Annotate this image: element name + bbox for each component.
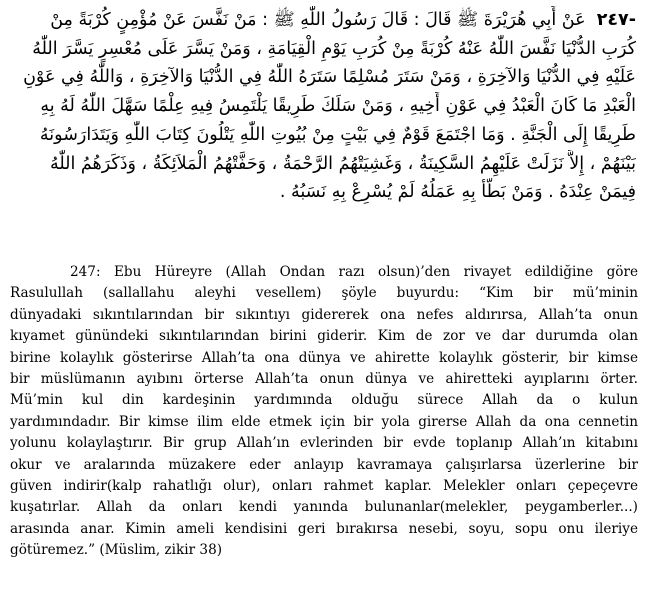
turkish-translation (10, 262, 638, 562)
arabic-line-text: عَنْ أَبِي هُرَيْرَةَ ﷺ قَالَ : قَالَ رَسُولُ اللّٰهِ ﷺ : مَنْ نَفَّسَ عَنْ مُؤْمِنٍ كُرْبَةً مِنْ (50, 10, 586, 30)
translation-line: götüremez.” (Müslim, zikir 38) (10, 542, 223, 559)
translation-line: bir müslümanın ayıbını örterse Allah’ta onun dünya ve ahiretteki ayıplarını örter. (10, 371, 638, 388)
translation-line: kıyamet günündeki sıkıntılarından birini giderir. Kim de zor ve dar durumda olan (10, 328, 638, 345)
translation-line: Mü’min kul din kardeşinin yardımında olduğu sürece Allah da o kulun (10, 392, 638, 409)
hadith-number: -٢٤٧ (596, 10, 636, 30)
translation-line: dünyadaki sıkıntılarından bir sıkıntıyı gidererek ona nefes aldırırsa, Allah’ta onun (10, 306, 638, 323)
arabic-line: فِيمَنْ عِنْدَهُ . وَمَنْ بَطَّأَ بِهِ عَمَلُهُ لَمْ يُسْرِعْ بِهِ نَسَبُهُ . (279, 182, 636, 203)
translation-line: birine kolaylık gösterirse Allah’ta ona dünya ve ahirette kolaylık gösterir, bir kimse (10, 349, 638, 366)
arabic-line: الْعَبْدِ مَا كَانَ الْعَبْدُ فِي عَوْنِ أَخِيهِ ، وَمَنْ سَلَكَ طَرِيقًا يَلْتَمِسُ فِيهِ عِلْمًا سَهَّلَ اللّٰهُ لَهُ بِهِ (40, 96, 636, 117)
translation-line: yardımındadır. Bir kimse ilim elde etmek için bir yola girerse Allah da ona cennetin (10, 413, 638, 430)
translation-line: okur ve aralarında müzakere eder anlayıp kavramaya çalışırlarsa üzerlerine bir (10, 456, 638, 473)
arabic-line: طَرِيقًا إِلَى الْجَنَّةِ . وَمَا اجْتَمَعَ قَوْمٌ فِي بَيْتٍ مِنْ بُيُوتِ اللّٰهِ يَتْلُونَ كِتَابَ اللّٰهِ وَيَتَدَارَسُونَهُ (39, 124, 636, 145)
arabic-line: كُرَبِ الدُّنْيَا نَفَّسَ اللّٰهُ عَنْهُ كُرْبَةً مِنْ كُرَبِ يَوْمِ الْقِيَامَةِ ، وَمَنْ يَسَّرَ عَلَى مُعْسِرٍ يَسَّرَ اللّٰهُ (32, 38, 636, 59)
translation-line: Rasulullah (sallallahu aleyhi vesellem) şöyle buyurdu: “Kim bir mü’minin (10, 285, 638, 302)
translation-line: güven indirir(kalp rahatlığı olur), onları rahmet kaplar. Melekler onları çepeçevre (10, 478, 638, 495)
arabic-line: بَيْنَهُمْ ، إِلاَّ نَزَلَتْ عَلَيْهِمُ السَّكِينَةُ ، وَغَشِيَتْهُمُ الرَّحْمَةُ ، وَحَفَّتْهُمُ الْمَلاَئِكَةُ ، وَذَكَرَهُمُ اللّٰهُ (49, 153, 636, 174)
translation-line: 247: Ebu Hüreyre (Allah Ondan razı olsun)’den rivayet edildiğine göre (70, 264, 638, 280)
translation-line: arasında anar. Kimin ameli kendisini geri bırakırsa nesebi, soyu, sopu onu ileriye (10, 520, 638, 537)
arabic-hadith-text (8, 6, 636, 207)
translation-line: yolunu kolaylaştırır. Bir grup Allah’ın evlerinden bir evde toplanıp Allah’ın kitabını (10, 435, 638, 452)
translation-line: kuşatırlar. Allah da onları kendi yanında bulunanlar(melekler, peygamberler...) (10, 499, 638, 516)
arabic-line (8, 6, 636, 35)
arabic-line: عَلَيْهِ فِي الدُّنْيَا وَالآخِرَةِ ، وَمَنْ سَتَرَ مُسْلِمًا سَتَرَهُ اللّٰهُ فِي الدُّنْيَا وَالآخِرَةِ ، وَاللّٰهُ فِي عَوْنِ (23, 67, 636, 88)
